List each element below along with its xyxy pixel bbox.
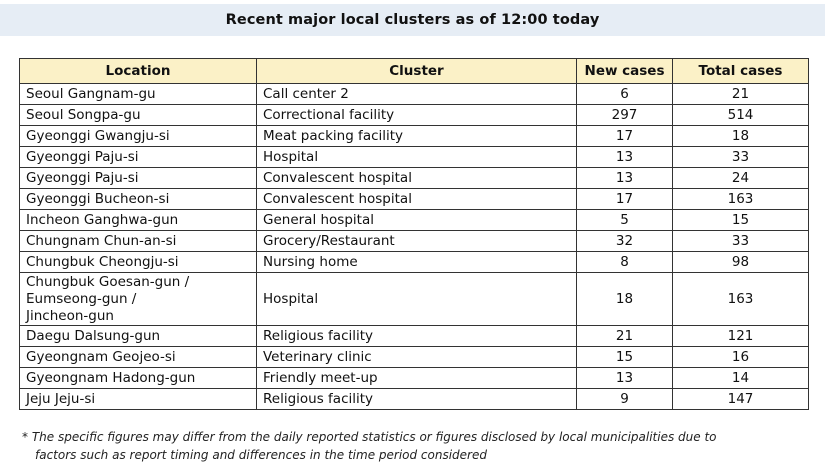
page-title: Recent major local clusters as of 12:00 today: [225, 12, 600, 28]
cell-total-cases: 98: [673, 252, 809, 273]
cell-new-cases: 297: [577, 105, 673, 126]
header-location: Location: [20, 59, 257, 84]
footnote-line-1: * The specific figures may differ from the daily reported statistics or figures disclosed by local municipalities due to: [22, 430, 717, 444]
table-row: [20, 147, 809, 168]
cell-location: Gyeongnam Hadong-gun: [20, 368, 257, 389]
cell-new-cases: 17: [577, 126, 673, 147]
table-row: [20, 368, 809, 389]
cell-total-cases: 121: [673, 326, 809, 347]
clusters-table: [19, 58, 809, 410]
cell-cluster: Convalescent hospital: [257, 189, 577, 210]
cell-new-cases: 17: [577, 189, 673, 210]
cell-location-line: Chungbuk Goesan-gun /: [26, 273, 190, 290]
cell-new-cases: 6: [577, 84, 673, 105]
cell-location: Seoul Songpa-gu: [20, 105, 257, 126]
cell-location: Incheon Ganghwa-gun: [20, 210, 257, 231]
cell-cluster: Hospital: [257, 147, 577, 168]
table-header-row: [20, 59, 809, 84]
cell-location: Gyeonggi Paju-si: [20, 168, 257, 189]
cell-total-cases: 147: [673, 389, 809, 410]
table-row: [20, 326, 809, 347]
table-row: [20, 347, 809, 368]
cell-total-cases: 163: [673, 273, 809, 326]
table-row: [20, 273, 809, 326]
cell-total-cases: 18: [673, 126, 809, 147]
footnote: [22, 428, 802, 464]
cell-total-cases: 33: [673, 147, 809, 168]
cell-new-cases: 21: [577, 326, 673, 347]
cell-new-cases: 32: [577, 231, 673, 252]
cell-new-cases: 5: [577, 210, 673, 231]
cell-location-line: Eumseong-gun /: [26, 290, 137, 307]
cell-new-cases: 18: [577, 273, 673, 326]
cell-location: Chungbuk Cheongju-si: [20, 252, 257, 273]
cell-cluster: Friendly meet-up: [257, 368, 577, 389]
table-row: [20, 189, 809, 210]
cell-cluster: Meat packing facility: [257, 126, 577, 147]
table-row: [20, 231, 809, 252]
cell-new-cases: 8: [577, 252, 673, 273]
table-row: [20, 84, 809, 105]
cell-total-cases: 21: [673, 84, 809, 105]
cell-cluster: Convalescent hospital: [257, 168, 577, 189]
cell-location: [20, 273, 257, 326]
cell-cluster: Grocery/Restaurant: [257, 231, 577, 252]
cell-new-cases: 15: [577, 347, 673, 368]
table-row: [20, 126, 809, 147]
cell-location-line: Jincheon-gun: [26, 307, 114, 324]
table-row: [20, 252, 809, 273]
table-row: [20, 389, 809, 410]
cell-location: Gyeonggi Bucheon-si: [20, 189, 257, 210]
cell-total-cases: 514: [673, 105, 809, 126]
cell-location: Seoul Gangnam-gu: [20, 84, 257, 105]
cell-new-cases: 13: [577, 147, 673, 168]
cell-cluster: General hospital: [257, 210, 577, 231]
table-row: [20, 210, 809, 231]
cell-cluster: Veterinary clinic: [257, 347, 577, 368]
cell-new-cases: 9: [577, 389, 673, 410]
cell-total-cases: 15: [673, 210, 809, 231]
cell-new-cases: 13: [577, 168, 673, 189]
cell-total-cases: 16: [673, 347, 809, 368]
cell-location: Gyeonggi Paju-si: [20, 147, 257, 168]
cell-total-cases: 33: [673, 231, 809, 252]
cell-location: Daegu Dalsung-gun: [20, 326, 257, 347]
cell-cluster: Religious facility: [257, 326, 577, 347]
page-title-bar: [0, 4, 825, 36]
cell-cluster: Call center 2: [257, 84, 577, 105]
table-row: [20, 168, 809, 189]
cell-new-cases: 13: [577, 368, 673, 389]
cell-cluster: Nursing home: [257, 252, 577, 273]
header-cluster: Cluster: [257, 59, 577, 84]
cell-location: Chungnam Chun-an-si: [20, 231, 257, 252]
cell-location: Gyeongnam Geojeo-si: [20, 347, 257, 368]
cell-total-cases: 24: [673, 168, 809, 189]
cell-location: Jeju Jeju-si: [20, 389, 257, 410]
cell-cluster: Correctional facility: [257, 105, 577, 126]
header-total-cases: Total cases: [673, 59, 809, 84]
cell-total-cases: 14: [673, 368, 809, 389]
cell-location: Gyeonggi Gwangju-si: [20, 126, 257, 147]
cell-cluster: Hospital: [257, 273, 577, 326]
table-row: [20, 105, 809, 126]
cell-total-cases: 163: [673, 189, 809, 210]
header-new-cases: New cases: [577, 59, 673, 84]
footnote-line-2: factors such as report timing and differences in the time period considered: [35, 448, 487, 462]
cell-cluster: Religious facility: [257, 389, 577, 410]
